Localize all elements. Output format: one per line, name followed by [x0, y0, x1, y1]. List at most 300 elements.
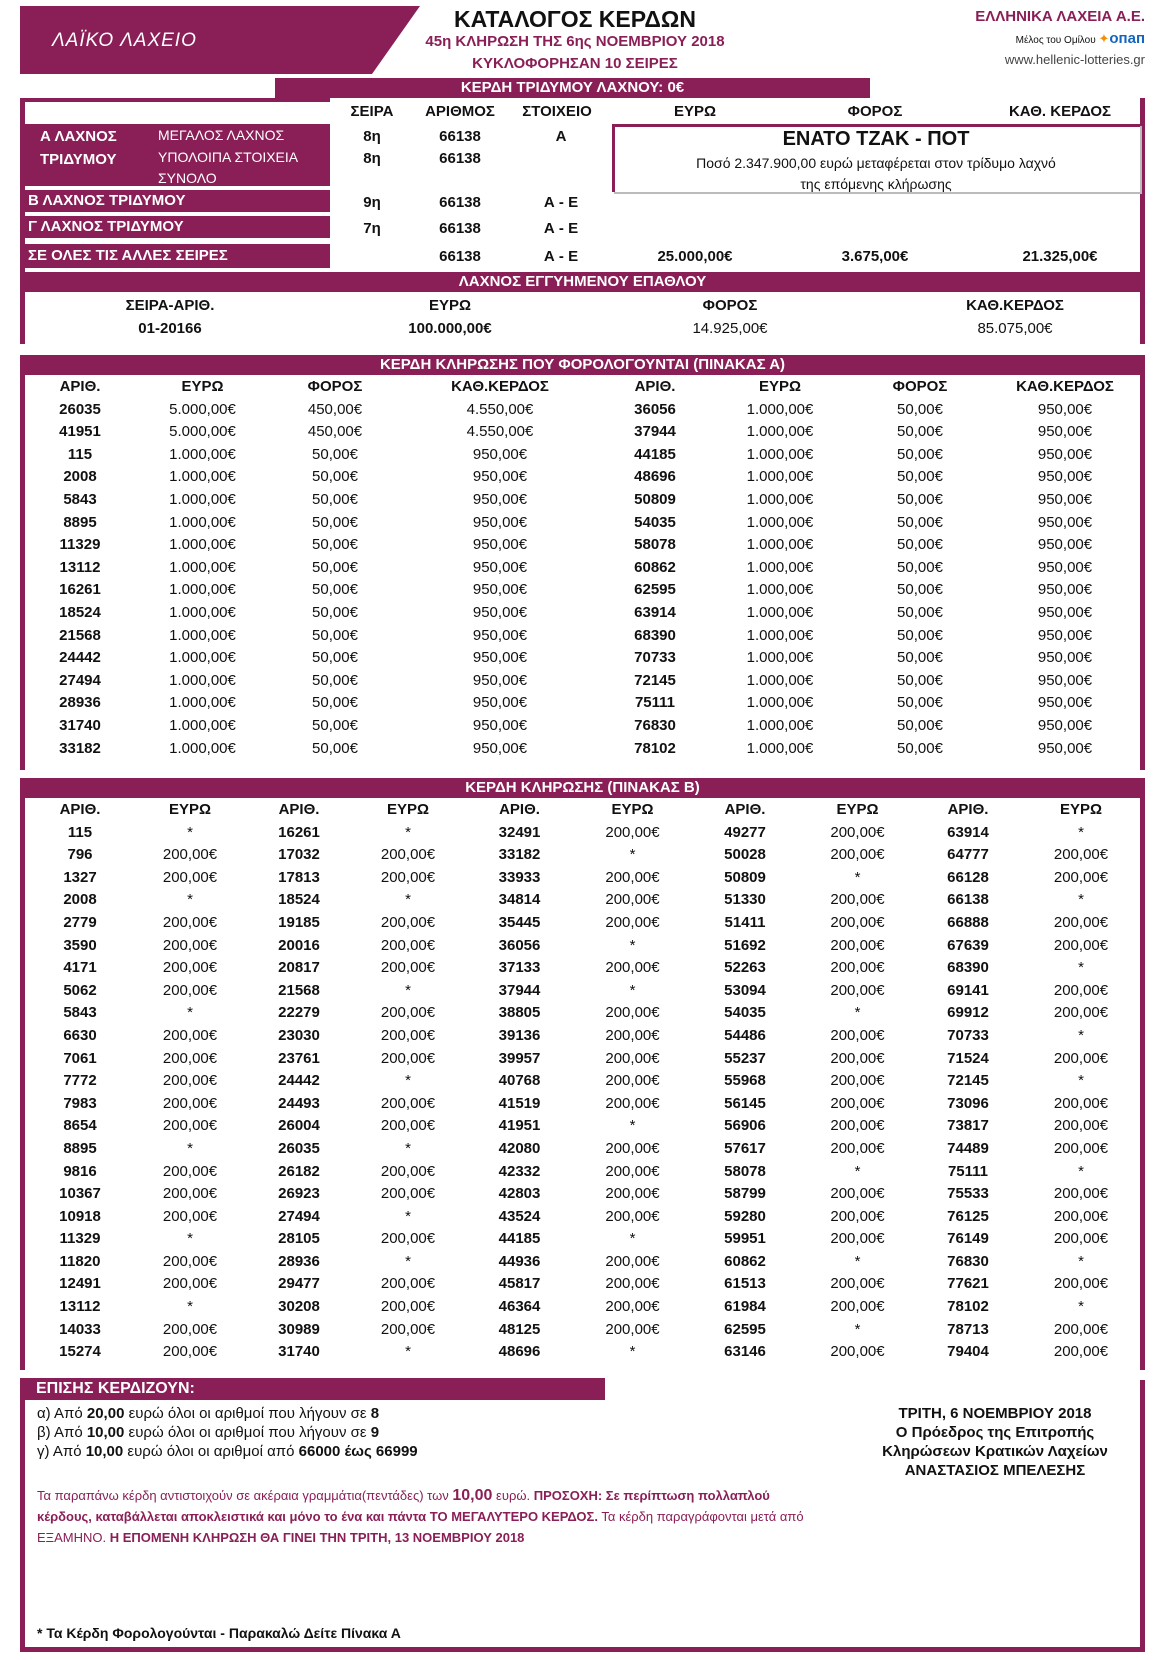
winning-number: 48125 [498, 1320, 541, 1338]
table-row [25, 466, 1140, 489]
a1-element: Α [555, 128, 567, 145]
amount-cell: * [405, 1343, 411, 1361]
amount-cell: * [405, 1207, 411, 1225]
amount-cell: 200,00€ [380, 959, 436, 977]
amount-cell: * [629, 1343, 636, 1361]
amount-cell: 200,00€ [1053, 1139, 1109, 1157]
table-row [25, 625, 1140, 648]
amount-cell: 1.000,00€ [169, 626, 236, 644]
winning-number: 7061 [63, 1049, 97, 1067]
amount-cell: 200,00€ [830, 1230, 885, 1248]
amount-cell: 200,00€ [162, 1343, 218, 1361]
winning-number: 69912 [947, 1004, 989, 1022]
winning-number: 12491 [59, 1275, 101, 1293]
table-a-band: ΚΕΡΔΗ ΚΛΗΡΩΣΗΣ ΠΟΥ ΦΟΡΟΛΟΓΟΥΝΤΑΙ (ΠΙΝΑΚΑΣ Α) [20, 355, 1145, 375]
table-row [25, 421, 1140, 444]
amount-cell: 200,00€ [605, 1275, 660, 1293]
winning-number: 17032 [278, 846, 320, 864]
winning-number: 76830 [947, 1252, 989, 1270]
g-val-euro: 100.000,00€ [408, 320, 492, 337]
also-list [37, 1404, 418, 1461]
winning-number: 54035 [724, 1004, 766, 1022]
amount-cell: 200,00€ [605, 1049, 660, 1067]
hdr-euro: ΕΥΡΩ [673, 103, 717, 120]
member-text: Μέλος του Ομίλου [1015, 35, 1096, 46]
amount-cell: * [405, 891, 411, 909]
amount-cell: 50,00€ [312, 649, 358, 667]
amount-cell: 950,00€ [472, 694, 528, 712]
trio-band: ΚΕΡΔΗ ΤΡΙΔΥΜΟΥ ΛΑΧΝΟΥ: 0€ [275, 78, 870, 98]
signature-block [860, 1404, 1130, 1480]
winning-number: 44936 [498, 1252, 541, 1270]
table-row [25, 534, 1140, 557]
amount-cell: * [629, 981, 636, 999]
winning-number: 4171 [63, 959, 97, 977]
table-b-col-header: ΑΡΙΘ. [724, 801, 766, 818]
amount-cell: 200,00€ [162, 1162, 218, 1180]
amount-cell: 1.000,00€ [746, 536, 814, 554]
winning-number: 70733 [634, 649, 676, 667]
winning-number: 21568 [59, 626, 101, 644]
table-row [25, 399, 1140, 422]
amount-cell: 200,00€ [380, 1275, 436, 1293]
amount-cell: 50,00€ [897, 671, 943, 689]
amount-cell: 200,00€ [380, 913, 436, 931]
g-label-block: Γ ΛΑΧΝΟΣ ΤΡΙΔΥΜΟΥ [20, 216, 330, 238]
winning-number: 18524 [278, 891, 320, 909]
winning-number: 8895 [63, 513, 97, 531]
amount-cell: 200,00€ [830, 891, 885, 909]
amount-cell: 1.000,00€ [169, 490, 236, 508]
amount-cell: 50,00€ [312, 536, 358, 554]
table-a [25, 376, 1140, 760]
notice-amount: 10,00 [452, 1487, 493, 1504]
amount-cell: 50,00€ [897, 423, 943, 441]
table-b-col-header: ΕΥΡΩ [611, 801, 654, 818]
winning-number: 63914 [947, 823, 989, 841]
table-a-col-header: ΕΥΡΩ [181, 378, 224, 395]
amount-cell: 50,00€ [897, 694, 943, 712]
other-tax: 3.675,00€ [841, 248, 909, 265]
winning-number: 23030 [278, 1026, 320, 1044]
amount-cell: 200,00€ [162, 846, 218, 864]
other-net: 21.325,00€ [1022, 248, 1098, 265]
amount-cell: 200,00€ [605, 891, 660, 909]
amount-cell: 950,00€ [472, 716, 528, 734]
amount-cell: 200,00€ [830, 1094, 885, 1112]
amount-cell: 950,00€ [472, 490, 528, 508]
table-a-header [25, 376, 1140, 399]
table-b-col-header: ΑΡΙΘ. [278, 801, 320, 818]
table-row [25, 647, 1140, 670]
winning-number: 2008 [63, 891, 97, 909]
winning-number: 62595 [634, 581, 676, 599]
b-element: Α - Ε [543, 194, 579, 211]
table-row [25, 1319, 1140, 1342]
table-row [25, 715, 1140, 738]
amount-cell: 1.000,00€ [169, 536, 236, 554]
also-item-text: α) Από [37, 1405, 87, 1422]
winning-number: 5062 [63, 981, 97, 999]
winning-number: 64777 [947, 846, 989, 864]
also-item-ending: 8 [370, 1405, 380, 1422]
amount-cell: 200,00€ [830, 981, 885, 999]
g-val-series: 01-20166 [138, 320, 202, 337]
amount-cell: 200,00€ [605, 1072, 660, 1090]
winning-number: 44185 [498, 1230, 541, 1248]
g-hdr-net: ΚΑΘ.ΚΕΡΔΟΣ [966, 297, 1064, 314]
table-row [25, 1183, 1140, 1206]
winning-number: 56145 [724, 1094, 766, 1112]
winning-number: 59280 [724, 1207, 766, 1225]
winning-number: 33182 [498, 846, 541, 864]
amount-cell: 1.000,00€ [746, 739, 814, 757]
table-a-col-header: ΚΑΘ.ΚΕΡΔΟΣ [451, 378, 549, 395]
table-b-col-header: ΑΡΙΘ. [947, 801, 989, 818]
amount-cell: * [629, 846, 636, 864]
g-hdr-series: ΣΕΙΡΑ-ΑΡΙΘ. [125, 297, 215, 314]
amount-cell: 50,00€ [312, 490, 358, 508]
winning-number: 73096 [947, 1094, 989, 1112]
winning-number: 67639 [947, 936, 989, 954]
a1-series: 8η [363, 128, 381, 145]
winning-number: 76125 [947, 1207, 989, 1225]
winning-number: 7983 [63, 1094, 97, 1112]
website-link[interactable]: www.hellenic-lotteries.gr [1004, 52, 1145, 67]
amount-cell: 200,00€ [605, 913, 660, 931]
table-row [25, 822, 1140, 845]
table-row [25, 579, 1140, 602]
table-row [25, 1206, 1140, 1229]
amount-cell: * [1078, 1252, 1084, 1270]
signature-date: ΤΡΙΤΗ, 6 ΝΟΕΜΒΡΙΟΥ 2018 [898, 1405, 1092, 1422]
winning-number: 69141 [947, 981, 989, 999]
amount-cell: 200,00€ [830, 1139, 885, 1157]
also-item-amount: 20,00 [86, 1405, 125, 1422]
g-val-net: 85.075,00€ [977, 320, 1053, 337]
amount-cell: 950,00€ [1037, 603, 1093, 621]
winning-number: 54035 [634, 513, 676, 531]
amount-cell: 200,00€ [1053, 868, 1109, 886]
amount-cell: 50,00€ [897, 739, 943, 757]
amount-cell: 200,00€ [605, 1185, 660, 1203]
winning-number: 66128 [947, 868, 989, 886]
jackpot-line1: Ποσό 2.347.900,00 ευρώ μεταφέρεται στον τρίδυμο λαχνό [696, 155, 1056, 171]
also-item-text: β) Από [37, 1424, 87, 1441]
table-row [25, 867, 1140, 890]
winning-number: 3590 [63, 936, 97, 954]
amount-cell: 50,00€ [312, 468, 358, 486]
winning-number: 60862 [724, 1252, 766, 1270]
amount-cell: 1.000,00€ [746, 671, 814, 689]
table-row [25, 1048, 1140, 1071]
also-item [37, 1423, 418, 1442]
also-band: ΕΠΙΣΗΣ ΚΕΡΔΙΖΟΥΝ: [20, 1378, 605, 1400]
amount-cell: 50,00€ [897, 603, 943, 621]
amount-cell: 50,00€ [897, 445, 943, 463]
amount-cell: 1.000,00€ [169, 716, 236, 734]
b-series: 9η [363, 194, 381, 211]
amount-cell: 950,00€ [1037, 445, 1093, 463]
winning-number: 6630 [63, 1026, 97, 1044]
amount-cell: 950,00€ [472, 581, 528, 599]
amount-cell: * [405, 981, 411, 999]
winning-number: 33933 [498, 868, 541, 886]
amount-cell: 1.000,00€ [746, 626, 814, 644]
amount-cell: 200,00€ [162, 1049, 218, 1067]
opap-member [960, 30, 1145, 47]
amount-cell: 200,00€ [830, 1072, 885, 1090]
amount-cell: 200,00€ [605, 1207, 660, 1225]
signature-name: ΑΝΑΣΤΑΣΙΟΣ ΜΠΕΛΕΣΗΣ [904, 1462, 1086, 1479]
table-row [25, 738, 1140, 761]
amount-cell: 200,00€ [830, 1185, 885, 1203]
winning-number: 16261 [278, 823, 320, 841]
amount-cell: 200,00€ [380, 1185, 436, 1203]
amount-cell: 200,00€ [830, 823, 885, 841]
winning-number: 37944 [634, 423, 676, 441]
table-b-col-header: ΑΡΙΘ. [59, 801, 101, 818]
table-row [25, 602, 1140, 625]
amount-cell: 1.000,00€ [746, 581, 814, 599]
winning-number: 42332 [498, 1162, 541, 1180]
winning-number: 28936 [59, 694, 101, 712]
hdr-net: ΚΑΘ. ΚΕΡΔΟΣ [1008, 103, 1112, 120]
amount-cell: 1.000,00€ [169, 739, 236, 757]
winning-number: 35445 [498, 913, 541, 931]
amount-cell: 200,00€ [162, 1207, 218, 1225]
amount-cell: 1.000,00€ [169, 513, 236, 531]
amount-cell: 950,00€ [1037, 423, 1093, 441]
winning-number: 36056 [634, 400, 676, 418]
amount-cell: 200,00€ [605, 1004, 660, 1022]
winning-number: 27494 [59, 671, 101, 689]
amount-cell: 200,00€ [1053, 1049, 1109, 1067]
winning-number: 37944 [498, 981, 541, 999]
table-row [25, 1002, 1140, 1025]
g-number: 66138 [439, 220, 481, 237]
amount-cell: 950,00€ [1037, 694, 1093, 712]
amount-cell: 50,00€ [897, 626, 943, 644]
opap-logo-icon: ✦ [1098, 31, 1110, 46]
winning-number: 41951 [59, 423, 101, 441]
table-a-col-header: ΑΡΙΘ. [634, 378, 676, 395]
table-row [25, 692, 1140, 715]
winning-number: 28105 [278, 1230, 320, 1248]
amount-cell: 200,00€ [605, 868, 660, 886]
winning-number: 37133 [498, 959, 541, 977]
table-a-col-header: ΑΡΙΘ. [59, 378, 101, 395]
amount-cell: 200,00€ [380, 936, 436, 954]
amount-cell: 950,00€ [472, 739, 528, 757]
amount-cell: 200,00€ [1053, 936, 1109, 954]
winning-number: 11820 [59, 1252, 101, 1270]
winning-number: 40768 [498, 1072, 541, 1090]
amount-cell: 200,00€ [830, 936, 885, 954]
amount-cell: 200,00€ [380, 1162, 436, 1180]
company-name: ΕΛΛΗΝΙΚΑ ΛΑΧΕΙΑ Α.Ε. [975, 8, 1145, 25]
amount-cell: 50,00€ [897, 513, 943, 531]
winning-number: 5843 [63, 1004, 97, 1022]
jackpot-title: ΕΝΑΤΟ ΤΖΑΚ - ΠΟΤ [782, 128, 970, 150]
amount-cell: * [1078, 823, 1084, 841]
table-b-band: ΚΕΡΔΗ ΚΛΗΡΩΣΗΣ (ΠΙΝΑΚΑΣ Β) [20, 778, 1145, 798]
winning-number: 26004 [278, 1117, 320, 1135]
winning-number: 9816 [63, 1162, 97, 1180]
amount-cell: 200,00€ [162, 1026, 218, 1044]
winning-number: 31740 [278, 1343, 320, 1361]
amount-cell: 200,00€ [605, 1026, 660, 1044]
winning-number: 45817 [498, 1275, 541, 1293]
winning-number: 50809 [724, 868, 766, 886]
amount-cell: 200,00€ [1053, 1320, 1109, 1338]
table-row [25, 444, 1140, 467]
winning-number: 7772 [63, 1072, 97, 1090]
table-b-col-header: ΕΥΡΩ [836, 801, 879, 818]
winning-number: 71524 [947, 1049, 989, 1067]
amount-cell: 5.000,00€ [169, 400, 236, 418]
winning-number: 72145 [947, 1072, 989, 1090]
amount-cell: 200,00€ [380, 1320, 436, 1338]
amount-cell: * [405, 1252, 411, 1270]
amount-cell: 950,00€ [472, 558, 528, 576]
winning-number: 24493 [278, 1094, 320, 1112]
amount-cell: * [405, 823, 411, 841]
draw-subtitle: 45η ΚΛΗΡΩΣΗ ΤΗΣ 6ης ΝΟΕΜΒΡΙΟΥ 2018 [425, 33, 725, 50]
winning-number: 16261 [59, 581, 101, 599]
amount-cell: 50,00€ [897, 649, 943, 667]
winning-number: 57617 [724, 1139, 766, 1157]
winning-number: 48696 [498, 1343, 541, 1361]
winning-number: 75111 [634, 694, 676, 712]
winning-number: 60862 [634, 558, 676, 576]
winning-number: 51411 [724, 913, 766, 931]
a-label-2: ΤΡΙΔΥΜΟΥ [40, 151, 117, 168]
winning-number: 10367 [59, 1185, 101, 1203]
table-row [25, 557, 1140, 580]
amount-cell: 200,00€ [162, 1117, 218, 1135]
winning-number: 26035 [59, 400, 101, 418]
table-row [25, 1273, 1140, 1296]
winning-number: 73817 [947, 1117, 989, 1135]
winning-number: 43524 [498, 1207, 541, 1225]
amount-cell: 1.000,00€ [746, 649, 814, 667]
amount-cell: 950,00€ [472, 671, 528, 689]
amount-cell: 200,00€ [162, 1252, 218, 1270]
amount-cell: * [1078, 1162, 1084, 1180]
notice-segment: Τα παραπάνω κέρδη αντιστοιχούν σε ακέραια γραμμάτια(πεντάδες) των [37, 1488, 453, 1503]
winning-number: 66138 [947, 891, 989, 909]
winning-number: 27494 [278, 1207, 320, 1225]
g-hdr-tax: ΦΟΡΟΣ [702, 297, 758, 314]
winning-number: 58078 [724, 1162, 766, 1180]
also-item-amount: 10,00 [86, 1424, 125, 1441]
amount-cell: 950,00€ [1037, 513, 1093, 531]
a-sub-3: ΣΥΝΟΛΟ [158, 170, 217, 186]
notice-line [37, 1485, 1127, 1506]
amount-cell: 50,00€ [897, 716, 943, 734]
winning-number: 14033 [59, 1320, 101, 1338]
winning-number: 10918 [59, 1207, 101, 1225]
amount-cell: * [854, 1004, 861, 1022]
amount-cell: 200,00€ [830, 1207, 885, 1225]
amount-cell: 50,00€ [897, 536, 943, 554]
amount-cell: 5.000,00€ [169, 423, 236, 441]
g-hdr-euro: ΕΥΡΩ [428, 297, 472, 314]
amount-cell: 1.000,00€ [746, 716, 814, 734]
winning-number: 24442 [278, 1072, 320, 1090]
amount-cell: 4.550,00€ [466, 423, 534, 441]
winning-number: 8895 [63, 1139, 97, 1157]
table-a-col-header: ΦΟΡΟΣ [307, 378, 363, 395]
also-item-ending: 66000 έως 66999 [298, 1443, 418, 1460]
amount-cell: 1.000,00€ [746, 490, 814, 508]
amount-cell: 200,00€ [1053, 1094, 1109, 1112]
amount-cell: 50,00€ [312, 558, 358, 576]
amount-cell: 1.000,00€ [169, 649, 236, 667]
amount-cell: 200,00€ [162, 1094, 218, 1112]
table-row [25, 1025, 1140, 1048]
amount-cell: 200,00€ [830, 1298, 885, 1316]
signature-line2: Κληρώσεων Κρατικών Λαχείων [882, 1443, 1108, 1460]
table-b-col-header: ΑΡΙΘ. [499, 801, 540, 818]
winning-number: 63914 [634, 603, 676, 621]
amount-cell: 200,00€ [162, 981, 218, 999]
amount-cell: 200,00€ [605, 1298, 660, 1316]
winning-number: 42080 [498, 1139, 541, 1157]
winning-number: 52263 [724, 959, 766, 977]
amount-cell: 200,00€ [380, 1117, 436, 1135]
amount-cell: 950,00€ [1037, 400, 1093, 418]
winning-number: 41519 [498, 1094, 541, 1112]
notice-text [37, 1485, 1127, 1548]
amount-cell: 200,00€ [1053, 1343, 1109, 1361]
amount-cell: * [187, 1298, 193, 1316]
amount-cell: 50,00€ [312, 694, 358, 712]
g-element: Α - Ε [543, 220, 579, 237]
winning-number: 50028 [724, 846, 766, 864]
also-item-text: ευρώ όλοι οι αριθμοί από [123, 1443, 299, 1460]
amount-cell: 1.000,00€ [746, 423, 814, 441]
amount-cell: 200,00€ [380, 1298, 436, 1316]
amount-cell: 950,00€ [1037, 558, 1093, 576]
amount-cell: 1.000,00€ [169, 468, 236, 486]
winning-number: 18524 [59, 603, 101, 621]
table-b-header [25, 799, 1140, 822]
amount-cell: 50,00€ [897, 558, 943, 576]
amount-cell: 1.000,00€ [169, 558, 236, 576]
winning-number: 13112 [59, 558, 101, 576]
table-row [25, 512, 1140, 535]
winning-number: 34814 [498, 891, 541, 909]
g-val-tax: 14.925,00€ [692, 320, 768, 337]
winning-number: 58078 [634, 536, 676, 554]
amount-cell: 200,00€ [1053, 1207, 1109, 1225]
table-row [25, 1161, 1140, 1184]
amount-cell: 200,00€ [1053, 1185, 1109, 1203]
amount-cell: 200,00€ [380, 1049, 436, 1067]
winning-number: 30989 [278, 1320, 320, 1338]
amount-cell: 200,00€ [605, 1320, 660, 1338]
also-item-amount: 10,00 [85, 1443, 124, 1460]
amount-cell: 200,00€ [380, 868, 436, 886]
notice-segment: ΕΞΑΜΗΝΟ. [37, 1530, 110, 1545]
amount-cell: * [405, 1139, 411, 1157]
amount-cell: 950,00€ [1037, 536, 1093, 554]
circulation-text: ΚΥΚΛΟΦΟΡΗΣΑΝ 10 ΣΕΙΡΕΣ [472, 55, 678, 72]
winning-number: 28936 [278, 1252, 320, 1270]
notice-segment: ευρώ. [492, 1488, 534, 1503]
